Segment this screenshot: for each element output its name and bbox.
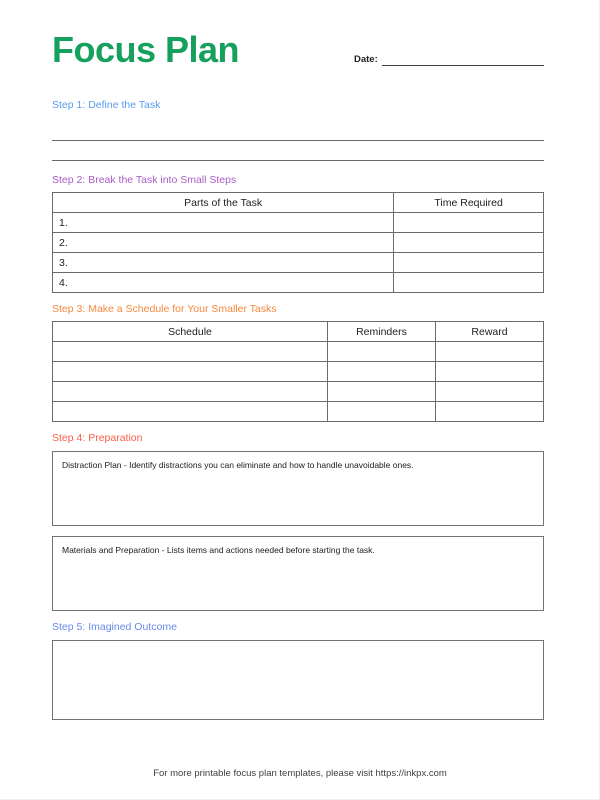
worksheet-header (52, 0, 544, 70)
reminders-cell[interactable] (327, 342, 435, 362)
column-header-time: Time Required (394, 193, 544, 213)
reward-cell[interactable] (435, 382, 543, 402)
task-row-time[interactable] (394, 253, 544, 273)
section-step-2 (52, 173, 544, 293)
reminders-cell[interactable] (327, 362, 435, 382)
write-line[interactable] (52, 141, 544, 161)
task-row-number: 3. (53, 253, 394, 273)
table-row[interactable] (53, 233, 544, 253)
task-row-time[interactable] (394, 213, 544, 233)
column-header-parts: Parts of the Task (53, 193, 394, 213)
table-row[interactable] (53, 213, 544, 233)
reminders-cell[interactable] (327, 402, 435, 422)
worksheet-content (52, 0, 544, 720)
step-1-heading: Step 1: Define the Task (52, 99, 161, 111)
page-title: Focus Plan (52, 29, 240, 70)
schedule-cell[interactable] (53, 402, 328, 422)
step-4-heading: Step 4: Preparation (52, 432, 143, 444)
section-step-4 (52, 431, 544, 611)
footer (0, 768, 600, 780)
schedule-cell[interactable] (53, 362, 328, 382)
step-5-heading: Step 5: Imagined Outcome (52, 621, 177, 633)
task-row-time[interactable] (394, 233, 544, 253)
distraction-plan-prompt: Distraction Plan - Identify distractions you can eliminate and how to handle unavoidable ones. (62, 460, 414, 470)
step-3-heading: Step 3: Make a Schedule for Your Smaller Tasks (52, 303, 277, 315)
task-row-number: 2. (53, 233, 394, 253)
table-header-row (53, 193, 544, 213)
column-header-reward: Reward (435, 322, 543, 342)
reward-cell[interactable] (435, 402, 543, 422)
schedule-table (52, 321, 544, 422)
section-step-5 (52, 620, 544, 720)
schedule-cell[interactable] (53, 382, 328, 402)
reminders-cell[interactable] (327, 382, 435, 402)
task-breakdown-table (52, 192, 544, 293)
date-input-line[interactable] (382, 54, 544, 66)
step-1-write-lines (52, 121, 544, 161)
reward-cell[interactable] (435, 342, 543, 362)
date-label: Date: (354, 54, 378, 65)
table-row[interactable] (53, 342, 544, 362)
column-header-reminders: Reminders (327, 322, 435, 342)
materials-preparation-prompt: Materials and Preparation - Lists items and actions needed before starting the task. (62, 545, 375, 555)
imagined-outcome-box[interactable] (52, 640, 544, 720)
reward-cell[interactable] (435, 362, 543, 382)
task-row-number: 4. (53, 273, 394, 293)
section-step-3 (52, 302, 544, 422)
task-row-time[interactable] (394, 273, 544, 293)
schedule-cell[interactable] (53, 342, 328, 362)
date-field-group[interactable] (354, 54, 544, 66)
step-2-heading: Step 2: Break the Task into Small Steps (52, 174, 237, 186)
table-row[interactable] (53, 382, 544, 402)
footer-text: For more printable focus plan templates, please visit https://inkpx.com (153, 768, 447, 779)
distraction-plan-box[interactable] (52, 451, 544, 526)
table-row[interactable] (53, 362, 544, 382)
materials-preparation-box[interactable] (52, 536, 544, 611)
table-header-row (53, 322, 544, 342)
table-row[interactable] (53, 402, 544, 422)
task-row-number: 1. (53, 213, 394, 233)
write-line[interactable] (52, 121, 544, 141)
column-header-schedule: Schedule (53, 322, 328, 342)
table-row[interactable] (53, 273, 544, 293)
section-step-1 (52, 98, 544, 161)
table-row[interactable] (53, 253, 544, 273)
